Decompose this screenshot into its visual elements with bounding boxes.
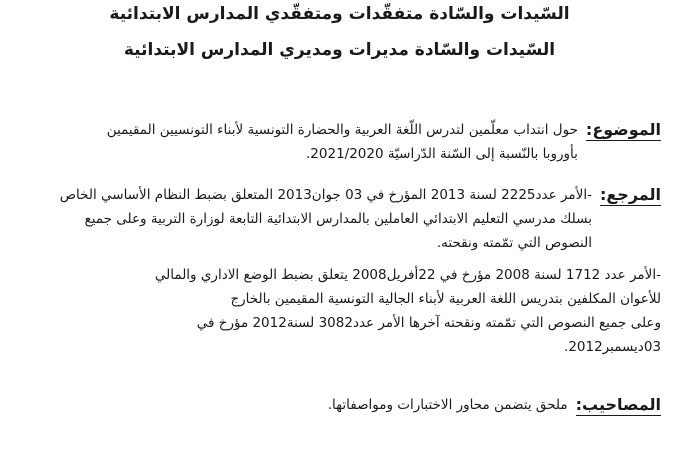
reference-item-1 — [18, 183, 592, 255]
subject-line: بأوروبا بالنّسبة إلى السّنة الدّراسيّة 2021/2020. — [306, 146, 578, 162]
reference-line: وعلى جميع النصوص التي تمّمته ونقحته آخرها الأمر عدد3082 لسنة2012 مؤرخ في — [196, 315, 661, 331]
reference-section — [18, 183, 661, 255]
reference-line: النصوص التي تمّمته ونقحته. — [436, 235, 592, 251]
addressee-line-2: السّيدات والسّادة مديرات ومديري المدارس الابتدائية — [123, 40, 556, 60]
reference-line: للأعوان المكلفين بتدريس اللغة العربية لأبناء الجالية التونسية المقيمين بالخارج — [230, 291, 661, 307]
reference-item-2 — [18, 263, 661, 359]
subject-label: الموضوع: — [585, 120, 661, 139]
subject-section — [18, 118, 661, 166]
subject-line: حول انتداب معلّمين لتدرس اللّغة العربية والحضارة التونسية لأبناء التونسيين المقيمين — [106, 122, 578, 138]
reference-line: بسلك مدرسي التعليم الابتدائي العاملين بالمدارس الابتدائية التابعة لوزارة التربية وعلى جميع — [84, 211, 592, 227]
addressee-line-1: السّيدات والسّادة متفقّدات ومتفقّدي المدارس الابتدائية — [109, 4, 570, 24]
subject-text — [18, 118, 578, 166]
attachments-line: ملحق يتضمن محاور الاختبارات ومواصفاتها. — [327, 397, 568, 413]
reference-line: 03ديسمبر2012. — [564, 339, 661, 355]
reference-label: المرجع: — [599, 185, 661, 204]
reference-line: -الأمر عدد 1712 لسنة 2008 مؤرخ في 22أفريل2008 يتعلق بضبط الوضع الاداري والمالي — [154, 267, 661, 283]
attachments-section — [18, 393, 661, 417]
attachments-label: المصاحيب: — [575, 395, 661, 414]
reference-line: -الأمر عدد2225 لسنة 2013 المؤرخ في 03 جوان2013 المتعلق بضبط النظام الأساسي الخاص — [59, 187, 592, 203]
attachments-text — [18, 393, 568, 417]
